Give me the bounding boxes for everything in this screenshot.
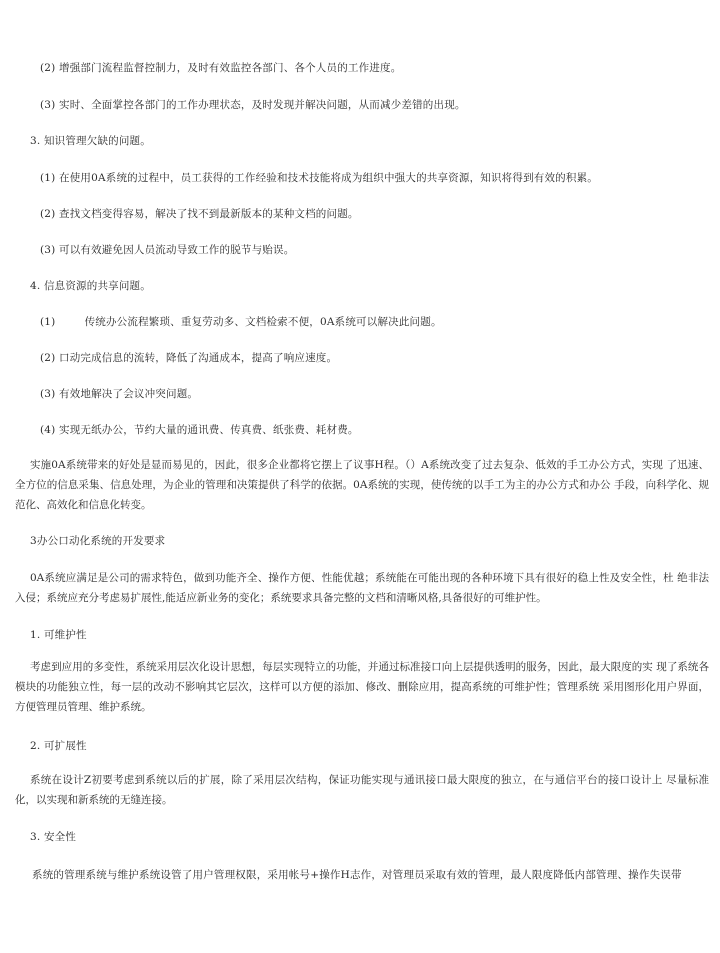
section-heading: 3. 知识管理欠缺的问题。 [30,135,151,147]
list-item-text: 传统办公流程繁琐、重复劳动多、文档检索不便，0A系统可以解决此问题。 [84,316,442,328]
list-item: (3) 有效地解决了会议冲突问题。 [40,388,199,400]
list-item: (2) 口动完成信息的流转，降低了沟通成本，提高了响应速度。 [40,352,338,364]
requirement-heading: 2. 可扩展性 [30,740,87,752]
requirement-heading: 1. 可维护性 [30,629,87,641]
list-item: (2) 查找文档变得容易，解决了找不到最新版本的某种文档的问题。 [40,208,359,220]
list-item [40,314,442,329]
list-item: (1) 在使用0A系统的过程中，员工获得的工作经验和技术技能将成为组织中强大的共享资源，知识将得到有效的积累。 [40,172,598,184]
list-item: (4) 实现无纸办公，节约大量的通讯费、传真费、纸张费、耗材费。 [40,424,359,436]
body-paragraph: 实施0A系统带来的好处是显而易见的，因此，很多企业都将它摆上了议事H程。（）A系统改变了过去复杂、低效的手工办公方式，实现 了迅速、全方位的信息采集、信息处理，为企业的管理和决策提供了科学的依据。0A系统的实现，使传统的以手工为主的办公方式和办公 手段，向科学化、规范化、高效化和信息化转变。 [15,459,709,511]
list-item-number: (1) [40,316,56,328]
list-item: (3) 可以有效避免因人员流动导致工作的脱节与贻误。 [40,244,295,256]
body-paragraph: 系统的管理系统与维护系统设管了用户管理权限，采用帐号+操作H志作，对管理员采取有效的管理，最人限度降低内部管理、操作失误带 [32,869,682,881]
body-paragraph: 系统在设计Z初要考虑到系统以后的扩展，除了采用层次结构，保证功能实现与通讯接口最大限度的独立，在与通信平台的接口设计上 尽量标准化，以实现和新系统的无缝连接。 [15,774,709,806]
list-item: (2) 增强部门流程监督控制力，及时有效监控各部门、各个人员的工作进度。 [40,62,402,74]
requirement-heading: 3. 安全性 [30,831,77,843]
body-paragraph: 考虑到应用的多变性，系统采用层次化设计思想，每层实现特立的功能，并通过标准接口向上层提供透明的服务，因此，最大限度的实 现了系统各模块的功能独立性，每一层的改动不影响其它层次，这样可以方便的添加、修改、删除应用，提高系统的可维护性；管理系统 采用图形化用户界面，方便管理员管理、维护系统。 [15,661,709,713]
section-heading: 4. 信息资源的共享问题。 [30,280,151,292]
list-item: (3) 实时、全面掌控各部门的工作办理状态，及时发现并解决问题，从而减少差错的出现。 [40,99,466,111]
body-paragraph: 0A系统应满足是公司的需求特色，做到功能齐全、操作方便、性能优越；系统能在可能出现的各种环境下具有很好的稳上性及安全性，杜 绝非法入侵；系统应充分考虑易扩展性,能适应新业务的变化；系统要求具备完整的文档和清晰风格,具备很好的可维护性。 [15,572,709,604]
section-heading: 3办公口动化系统的开发要求 [30,535,166,547]
